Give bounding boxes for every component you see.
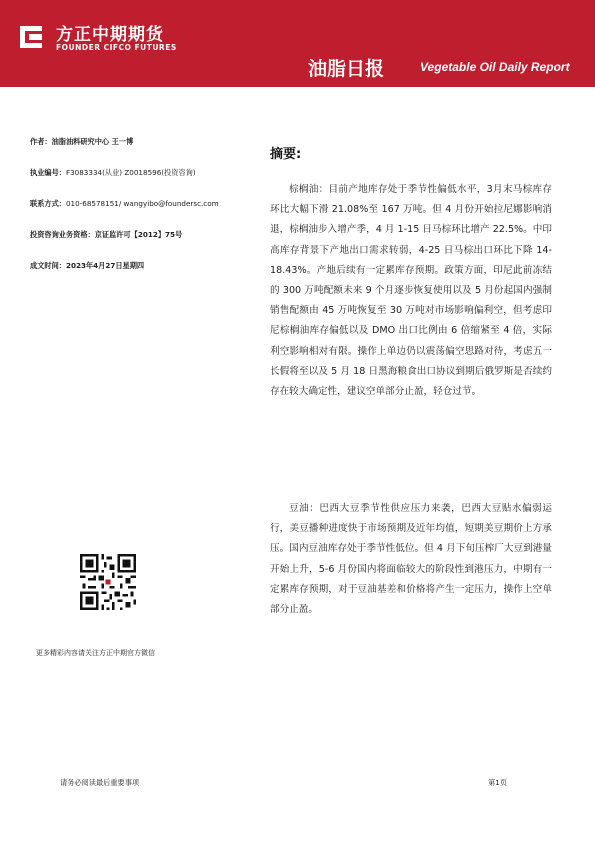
contact-label: 联系方式：: [30, 199, 66, 208]
footer-disclaimer: 请务必阅读最后重要事项: [60, 778, 140, 787]
report-title-cn: 油脂日报: [308, 58, 385, 80]
page-number: 第1页: [488, 778, 507, 787]
contact-value[interactable]: 010-68578151/ wangyibo@foundersc.com: [65, 199, 219, 208]
author-line: [30, 137, 133, 147]
palm-oil-paragraph: 棕榈油：目前产地库存处于季节性偏低水平，3月末马棕库存环比大幅下滑 21.08%至 167 万吨。但 4 月份开始拉尼娜影响消退，棕榈油步入增产季，4 月 1-15 日马棕环比增产 22.5%。中印高库存背景下产地出口需求转弱，4-25 日马棕出口环比下降 14-18.43%。产地后续有一定累库存预期。政策方面，印尼此前冻结的 300 万吨配额未来 9 个月逐步恢复使用以及 5 月份起国内强制销售配额由 45 万吨恢复至 30 万吨对市场影响偏利空，但考虑印尼棕榈油库存偏低以及 DMO 出口比例由 6 倍缩紧至 4 倍，实际利空影响相对有限。操作上单边仍以震荡偏空思路对待，考虑五一长假将至以及 5 月 18 日黑海粮食出口协议到期后俄罗斯是否续约存在较大确定性，建议空单部分止盈，轻仓过节。: [270, 184, 552, 398]
qr-caption: 更多精彩内容请关注方正中期官方微信: [36, 649, 155, 657]
founder-logo-icon: [16, 22, 46, 52]
license-value: F3083334(从业) Z0018596(投资咨询): [65, 168, 196, 177]
qualification-label: 投资咨询业务资格：: [30, 230, 95, 239]
brand-name-en: FOUNDER CIFCO FUTURES: [56, 43, 177, 52]
author-label: 作者：: [30, 137, 52, 146]
report-title-en: Vegetable Oil Daily Report: [420, 60, 570, 74]
author-value: 油脂油料研究中心 王一博: [51, 137, 134, 146]
wechat-qr-code-icon: [80, 554, 136, 610]
soybean-oil-paragraph: 豆油：巴西大豆季节性供应压力来袭，巴西大豆贴水偏弱运行，美豆播种进度快于市场预期及近年均值，短期美豆期价上方承压。国内豆油库存处于季节性低位。但 4 月下旬压榨厂大豆到港量开始上升，5-6 月份国内将面临较大的阶段性到港压力，中期有一定累库存预期，对于豆油基差和价格将产生一定压力，操作上空单部分止盈。: [270, 503, 552, 616]
date-label: 成文时间：: [30, 261, 66, 270]
date-line: [30, 261, 144, 271]
qualification-value: 京证监许可【2012】75号: [94, 230, 183, 239]
date-value: 2023年4月27日星期四: [65, 261, 145, 270]
license-label: 执业编号：: [30, 168, 66, 177]
license-line: [30, 168, 196, 178]
brand-name-cn: 方正中期期货: [56, 25, 164, 45]
contact-line: [30, 199, 219, 209]
qualification-line: [30, 230, 182, 240]
summary-title: 摘要:: [270, 147, 302, 162]
report-header: [0, 0, 595, 87]
